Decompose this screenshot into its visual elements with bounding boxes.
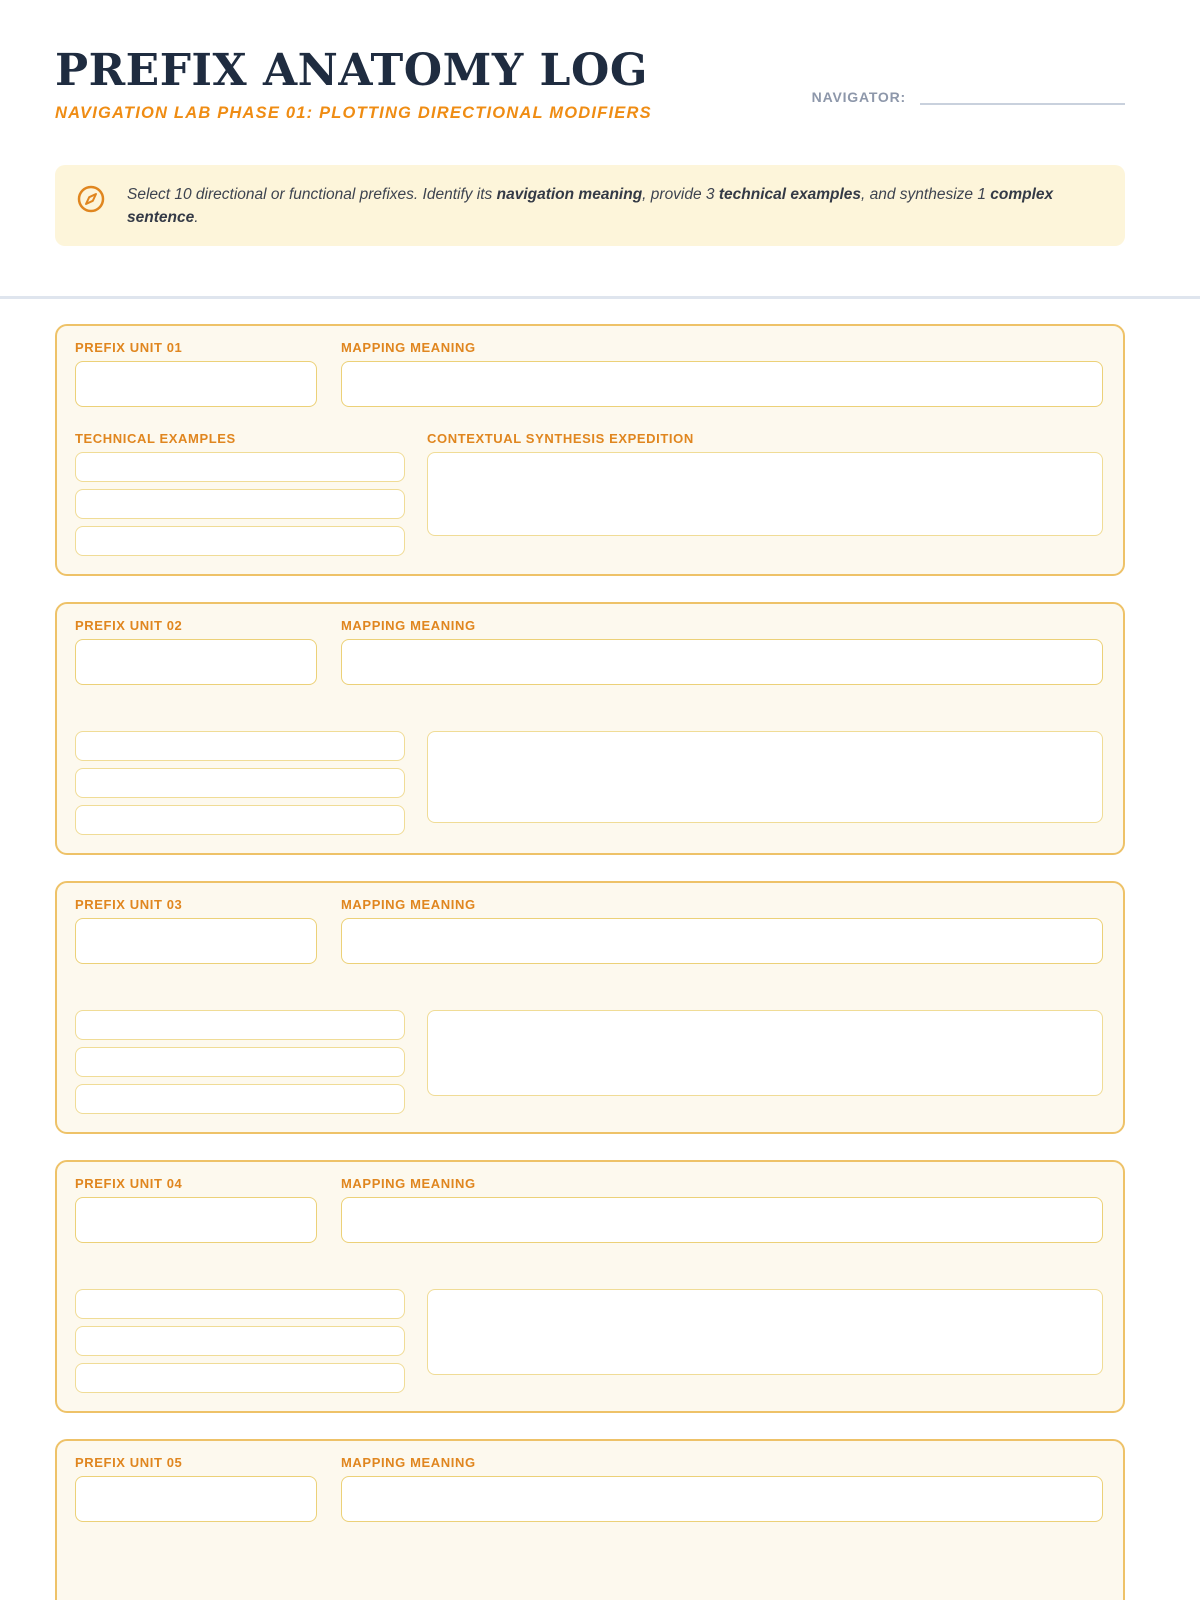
- technical-examples-label: TECHNICAL EXAMPLES: [75, 430, 236, 446]
- prefix-unit-card: [55, 881, 1125, 1134]
- prefix-input[interactable]: [75, 361, 317, 407]
- prefix-input[interactable]: [75, 1476, 317, 1522]
- compass-icon: [77, 185, 105, 213]
- synthesis-textarea[interactable]: [427, 731, 1103, 823]
- navigator-field: [812, 84, 1125, 105]
- prefix-unit-label: PREFIX UNIT 04: [75, 1175, 183, 1191]
- synthesis-textarea[interactable]: [427, 1289, 1103, 1375]
- prefix-input[interactable]: [75, 918, 317, 964]
- navigator-label: NAVIGATOR:: [811, 89, 906, 105]
- synthesis-label: CONTEXTUAL SYNTHESIS EXPEDITION: [427, 430, 694, 446]
- prefix-unit-card: [55, 1439, 1125, 1600]
- example-input-1[interactable]: [75, 1289, 405, 1319]
- meaning-input[interactable]: [341, 1476, 1103, 1522]
- example-input-2[interactable]: [75, 489, 405, 519]
- instruction-box: [55, 165, 1125, 246]
- example-input-1[interactable]: [75, 731, 405, 761]
- meaning-input[interactable]: [341, 918, 1103, 964]
- meaning-input[interactable]: [341, 639, 1103, 685]
- mapping-meaning-label: MAPPING MEANING: [341, 339, 476, 355]
- header: [0, 0, 1200, 123]
- prefix-input[interactable]: [75, 639, 317, 685]
- example-input-1[interactable]: [75, 452, 405, 482]
- prefix-unit-card: [55, 324, 1125, 576]
- prefix-unit-label: PREFIX UNIT 02: [75, 617, 183, 633]
- synthesis-textarea[interactable]: [427, 452, 1103, 536]
- meaning-input[interactable]: [341, 1197, 1103, 1243]
- prefix-unit-card: [55, 602, 1125, 855]
- prefix-unit-label: PREFIX UNIT 03: [75, 896, 183, 912]
- prefix-unit-label: PREFIX UNIT 05: [75, 1454, 183, 1470]
- example-input-3[interactable]: [75, 1363, 405, 1393]
- section-divider: [0, 296, 1200, 299]
- example-input-1[interactable]: [75, 1010, 405, 1040]
- example-input-2[interactable]: [75, 1047, 405, 1077]
- prefix-unit-label: PREFIX UNIT 01: [75, 339, 183, 355]
- synthesis-textarea[interactable]: [427, 1010, 1103, 1096]
- prefix-input[interactable]: [75, 1197, 317, 1243]
- mapping-meaning-label: MAPPING MEANING: [341, 1454, 476, 1470]
- mapping-meaning-label: MAPPING MEANING: [341, 617, 476, 633]
- navigator-input[interactable]: [920, 84, 1125, 105]
- prefix-unit-card: [55, 1160, 1125, 1413]
- mapping-meaning-label: MAPPING MEANING: [341, 1175, 476, 1191]
- example-input-3[interactable]: [75, 526, 405, 556]
- mapping-meaning-label: MAPPING MEANING: [341, 896, 476, 912]
- page-subtitle: NAVIGATION LAB PHASE 01: PLOTTING DIRECTIONAL MODIFIERS: [55, 104, 652, 123]
- example-input-2[interactable]: [75, 768, 405, 798]
- meaning-input[interactable]: [341, 361, 1103, 407]
- example-input-3[interactable]: [75, 1084, 405, 1114]
- example-input-2[interactable]: [75, 1326, 405, 1356]
- page-title: PREFIX ANATOMY LOG: [55, 45, 648, 96]
- example-input-3[interactable]: [75, 805, 405, 835]
- instruction-text: Select 10 directional or functional prefixes. Identify its navigation meaning, provide 3 technical examples, and synthesize 1 complex sentence.: [127, 186, 1054, 227]
